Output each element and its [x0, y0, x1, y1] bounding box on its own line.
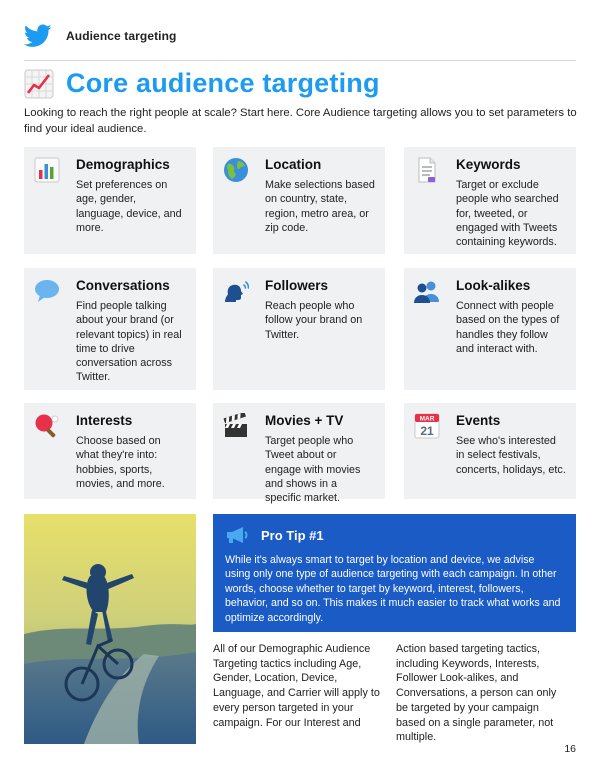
photo-illustration [24, 514, 196, 744]
header-divider [24, 60, 576, 61]
pro-tip-title: Pro Tip #1 [261, 527, 324, 543]
card-location [213, 147, 385, 254]
megaphone-icon [225, 526, 251, 544]
card-movies-tv [213, 403, 385, 505]
globe-icon [223, 157, 249, 183]
page-title: Core audience targeting [66, 68, 380, 98]
card-title: Followers [265, 278, 329, 293]
twitter-bird-icon [24, 24, 52, 48]
pro-tip-text: While it's always smart to target by location and device, we advise using only one type of audience targeting with each campaign. In other words, choose whether to target by keyword, interest, followers, behavior, and so on. This makes it much easier to track what works and optimize accordingly. [225, 554, 561, 624]
card-text: See who's interested in select festivals, concerts, holidays, etc. [456, 435, 566, 476]
card-events [404, 403, 576, 499]
intro-text: Looking to reach the right people at scale? Start here. Core Audience targeting allows you to set parameters to find your ideal audience. [24, 107, 577, 135]
card-title: Look-alikes [456, 278, 531, 293]
document-icon [414, 157, 440, 183]
card-keywords [404, 147, 576, 254]
speech-bubble-icon [34, 278, 60, 304]
speaking-head-icon [223, 278, 249, 304]
clapper-board-icon [223, 413, 249, 439]
page-header [24, 22, 176, 50]
card-look-alikes [404, 268, 576, 390]
card-text: Find people talking about your brand (or relevant topics) in real time to drive conversation across Twitter. [76, 300, 182, 384]
card-text: Target or exclude people who searched for, tweeted, or engaged with Tweets containing keywords. [456, 179, 559, 249]
chart-increasing-icon [24, 69, 54, 99]
people-icon [414, 278, 440, 304]
body-column-right: Action based targeting tactics, including Keywords, Interests, Follower Look-alikes, and Conversations, a person can only be targeted by your campaign based on a single parameter, not multiple. [396, 643, 557, 744]
card-demographics [24, 147, 196, 254]
card-title: Location [265, 157, 322, 172]
ping-pong-icon [34, 413, 60, 439]
card-title: Events [456, 413, 501, 428]
card-text: Target people who Tweet about or engage with movies and shows in a specific market. [265, 435, 361, 505]
pro-tip-header [225, 526, 562, 544]
section-label: Audience targeting [66, 29, 177, 43]
card-text: Make selections based on country, state, region, metro area, or zip code. [265, 179, 375, 234]
calendar-day: 21 [420, 424, 434, 438]
woman-bicycle-photo [24, 514, 196, 744]
calendar-month: MAR [419, 415, 435, 423]
card-conversations [24, 268, 196, 390]
card-text: Connect with people based on the types of handles they follow and interact with. [456, 300, 560, 355]
calendar-icon [414, 413, 440, 439]
card-title: Keywords [456, 157, 521, 172]
bar-chart-icon [34, 157, 60, 183]
pro-tip-box [213, 514, 576, 632]
title-row [24, 68, 380, 99]
card-title: Conversations [76, 278, 170, 293]
card-followers [213, 268, 385, 390]
page-number: 16 [564, 743, 576, 755]
body-column-left: All of our Demographic Audience Targeting tactics including Age, Gender, Location, Device, Language, and Carrier will apply to every person targeted in your campaign. For our Interest and [213, 643, 380, 729]
card-title: Movies + TV [265, 413, 344, 428]
card-interests [24, 403, 196, 499]
card-title: Demographics [76, 157, 170, 172]
card-title: Interests [76, 413, 133, 428]
card-text: Set preferences on age, gender, language, device, and more. [76, 179, 182, 234]
card-text: Reach people who follow your brand on Twitter. [265, 300, 363, 341]
card-text: Choose based on what they're into: hobbies, sports, movies, and more. [76, 435, 165, 490]
